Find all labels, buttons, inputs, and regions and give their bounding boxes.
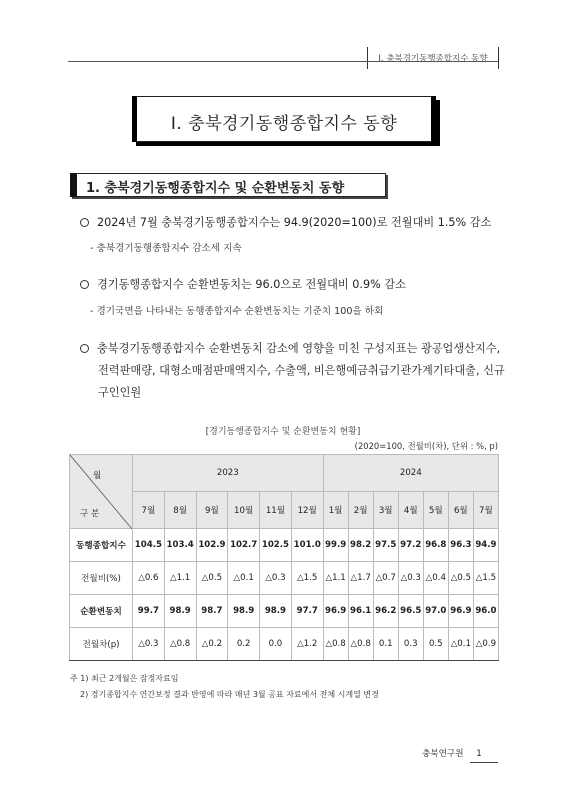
table-cell: 99.7	[133, 595, 165, 628]
table-cell: 102.7	[228, 529, 260, 562]
bullet-1	[80, 212, 491, 233]
table-cell: 0.2	[228, 628, 260, 661]
table-cell: 96.9	[448, 595, 473, 628]
corner-bottom-label: 구 분	[80, 509, 100, 519]
footer-org: 충북연구원	[422, 749, 464, 759]
table-cell: △1.1	[323, 562, 348, 595]
table-cell: 97.5	[373, 529, 398, 562]
table-unit: (2020=100, 전월비(차), 단위 : %, p)	[354, 441, 498, 451]
bullet-3	[80, 338, 500, 359]
table-cell: 98.2	[348, 529, 373, 562]
bullet-1-sub: - 충북경기동행종합지수 감소세 지속	[90, 243, 242, 254]
footer-rule	[470, 762, 498, 763]
table-cell: △0.8	[348, 628, 373, 661]
table-cell: 94.9	[473, 529, 498, 562]
bullet-2-text: 경기동행종합지수 순환변동치는 96.0으로 전월대비 0.9% 감소	[97, 278, 406, 291]
month-header: 3월	[373, 492, 398, 529]
table-cell: 102.5	[260, 529, 292, 562]
section-heading: 1. 충북경기동행종합지수 및 순환변동치 동향	[86, 181, 345, 196]
year-header: 2023	[133, 455, 324, 492]
table-caption: [경기동행종합지수 및 순환변동치 현황]	[205, 427, 361, 437]
bullet-2-sub: - 경기국면을 나타내는 동행종합지수 순환변동치는 기준치 100을 하회	[90, 306, 384, 317]
chapter-title: Ⅰ. 충북경기동행종합지수 동향	[170, 114, 398, 134]
table-cell: 97.0	[423, 595, 448, 628]
month-header: 8월	[164, 492, 196, 529]
table-cell: 104.5	[133, 529, 165, 562]
table-cell: △0.4	[423, 562, 448, 595]
table-cell: 96.1	[348, 595, 373, 628]
chapter-title-box	[132, 96, 436, 142]
table-cell: △1.2	[291, 628, 323, 661]
month-header: 7월	[133, 492, 165, 529]
month-header: 12월	[291, 492, 323, 529]
table-cell: 0.5	[423, 628, 448, 661]
footer	[422, 747, 482, 759]
month-header: 7월	[473, 492, 498, 529]
table-cell: 96.2	[373, 595, 398, 628]
month-header: 10월	[228, 492, 260, 529]
month-header: 9월	[196, 492, 228, 529]
table-cell: 0.1	[373, 628, 398, 661]
bullet-3-line3: 구인인원	[98, 386, 142, 399]
circle-bullet-icon	[80, 280, 89, 289]
note-2: 2) 경기종합지수 연간보정 결과 반영에 따라 매년 3월 공표 자료에서 전체 시계열 변경	[80, 690, 379, 699]
table-cell: 97.7	[291, 595, 323, 628]
table-cell: 98.9	[260, 595, 292, 628]
table-cell: 99.9	[323, 529, 348, 562]
table-cell: △0.6	[133, 562, 165, 595]
table-cell: 98.9	[164, 595, 196, 628]
table-cell: △1.1	[164, 562, 196, 595]
month-header: 11월	[260, 492, 292, 529]
table-cell: 97.2	[398, 529, 423, 562]
month-header: 6월	[448, 492, 473, 529]
bullet-3-line2: 전력판매량, 대형소매점판매액지수, 수출액, 비은행예금취급기관가계기타대출, 신규	[98, 364, 505, 377]
row-label: 전월차(p)	[70, 628, 133, 661]
circle-bullet-icon	[80, 218, 89, 227]
circle-bullet-icon	[80, 344, 89, 353]
table-cell: 101.0	[291, 529, 323, 562]
table-cell: △0.7	[373, 562, 398, 595]
bullet-3-line1: 충북경기동행종합지수 순환변동치 감소에 영향을 미친 구성지표는 광공업생산지수,	[97, 342, 501, 355]
table-cell: △0.8	[164, 628, 196, 661]
table-cell: 96.0	[473, 595, 498, 628]
table-cell: △0.5	[196, 562, 228, 595]
table-cell: 103.4	[164, 529, 196, 562]
table-cell: △1.7	[348, 562, 373, 595]
bullet-2	[80, 274, 406, 295]
corner-top-label: 월	[93, 471, 102, 481]
table-cell: 96.3	[448, 529, 473, 562]
table-cell: △0.8	[323, 628, 348, 661]
table-cell: 96.8	[423, 529, 448, 562]
table-cell: △1.5	[291, 562, 323, 595]
year-header: 2024	[323, 455, 498, 492]
month-header: 5월	[423, 492, 448, 529]
bullet-1-text: 2024년 7월 충북경기동행종합지수는 94.9(2020=100)로 전월대비 1.5% 감소	[97, 216, 492, 229]
month-header: 2월	[348, 492, 373, 529]
running-header	[367, 47, 499, 69]
table-cell: 98.9	[228, 595, 260, 628]
note-1: 주 1) 최근 2개월은 잠정자료임	[70, 674, 179, 683]
table-cell: △0.2	[196, 628, 228, 661]
table-cell: 0.0	[260, 628, 292, 661]
table-cell: △0.1	[228, 562, 260, 595]
table-cell: △1.5	[473, 562, 498, 595]
page-number: 1	[476, 749, 482, 759]
row-label: 동행종합지수	[70, 529, 133, 562]
table-cell: △0.1	[448, 628, 473, 661]
table-cell: △0.3	[398, 562, 423, 595]
table-cell: △0.5	[448, 562, 473, 595]
table-corner-cell	[70, 455, 133, 529]
table-cell: △0.3	[133, 628, 165, 661]
table-cell: 96.9	[323, 595, 348, 628]
table-cell: 98.7	[196, 595, 228, 628]
table-cell: △0.3	[260, 562, 292, 595]
row-label: 순환변동치	[70, 595, 133, 628]
index-table	[69, 454, 499, 661]
table-cell: 102.9	[196, 529, 228, 562]
running-header-text: Ⅰ. 충북경기동행종합지수 동향	[378, 54, 488, 64]
row-label: 전월비(%)	[70, 562, 133, 595]
month-header: 4월	[398, 492, 423, 529]
table-cell: 96.5	[398, 595, 423, 628]
table-cell: 0.3	[398, 628, 423, 661]
header-rule	[68, 61, 498, 62]
table-cell: △0.9	[473, 628, 498, 661]
section-heading-box	[70, 173, 386, 197]
month-header: 1월	[323, 492, 348, 529]
